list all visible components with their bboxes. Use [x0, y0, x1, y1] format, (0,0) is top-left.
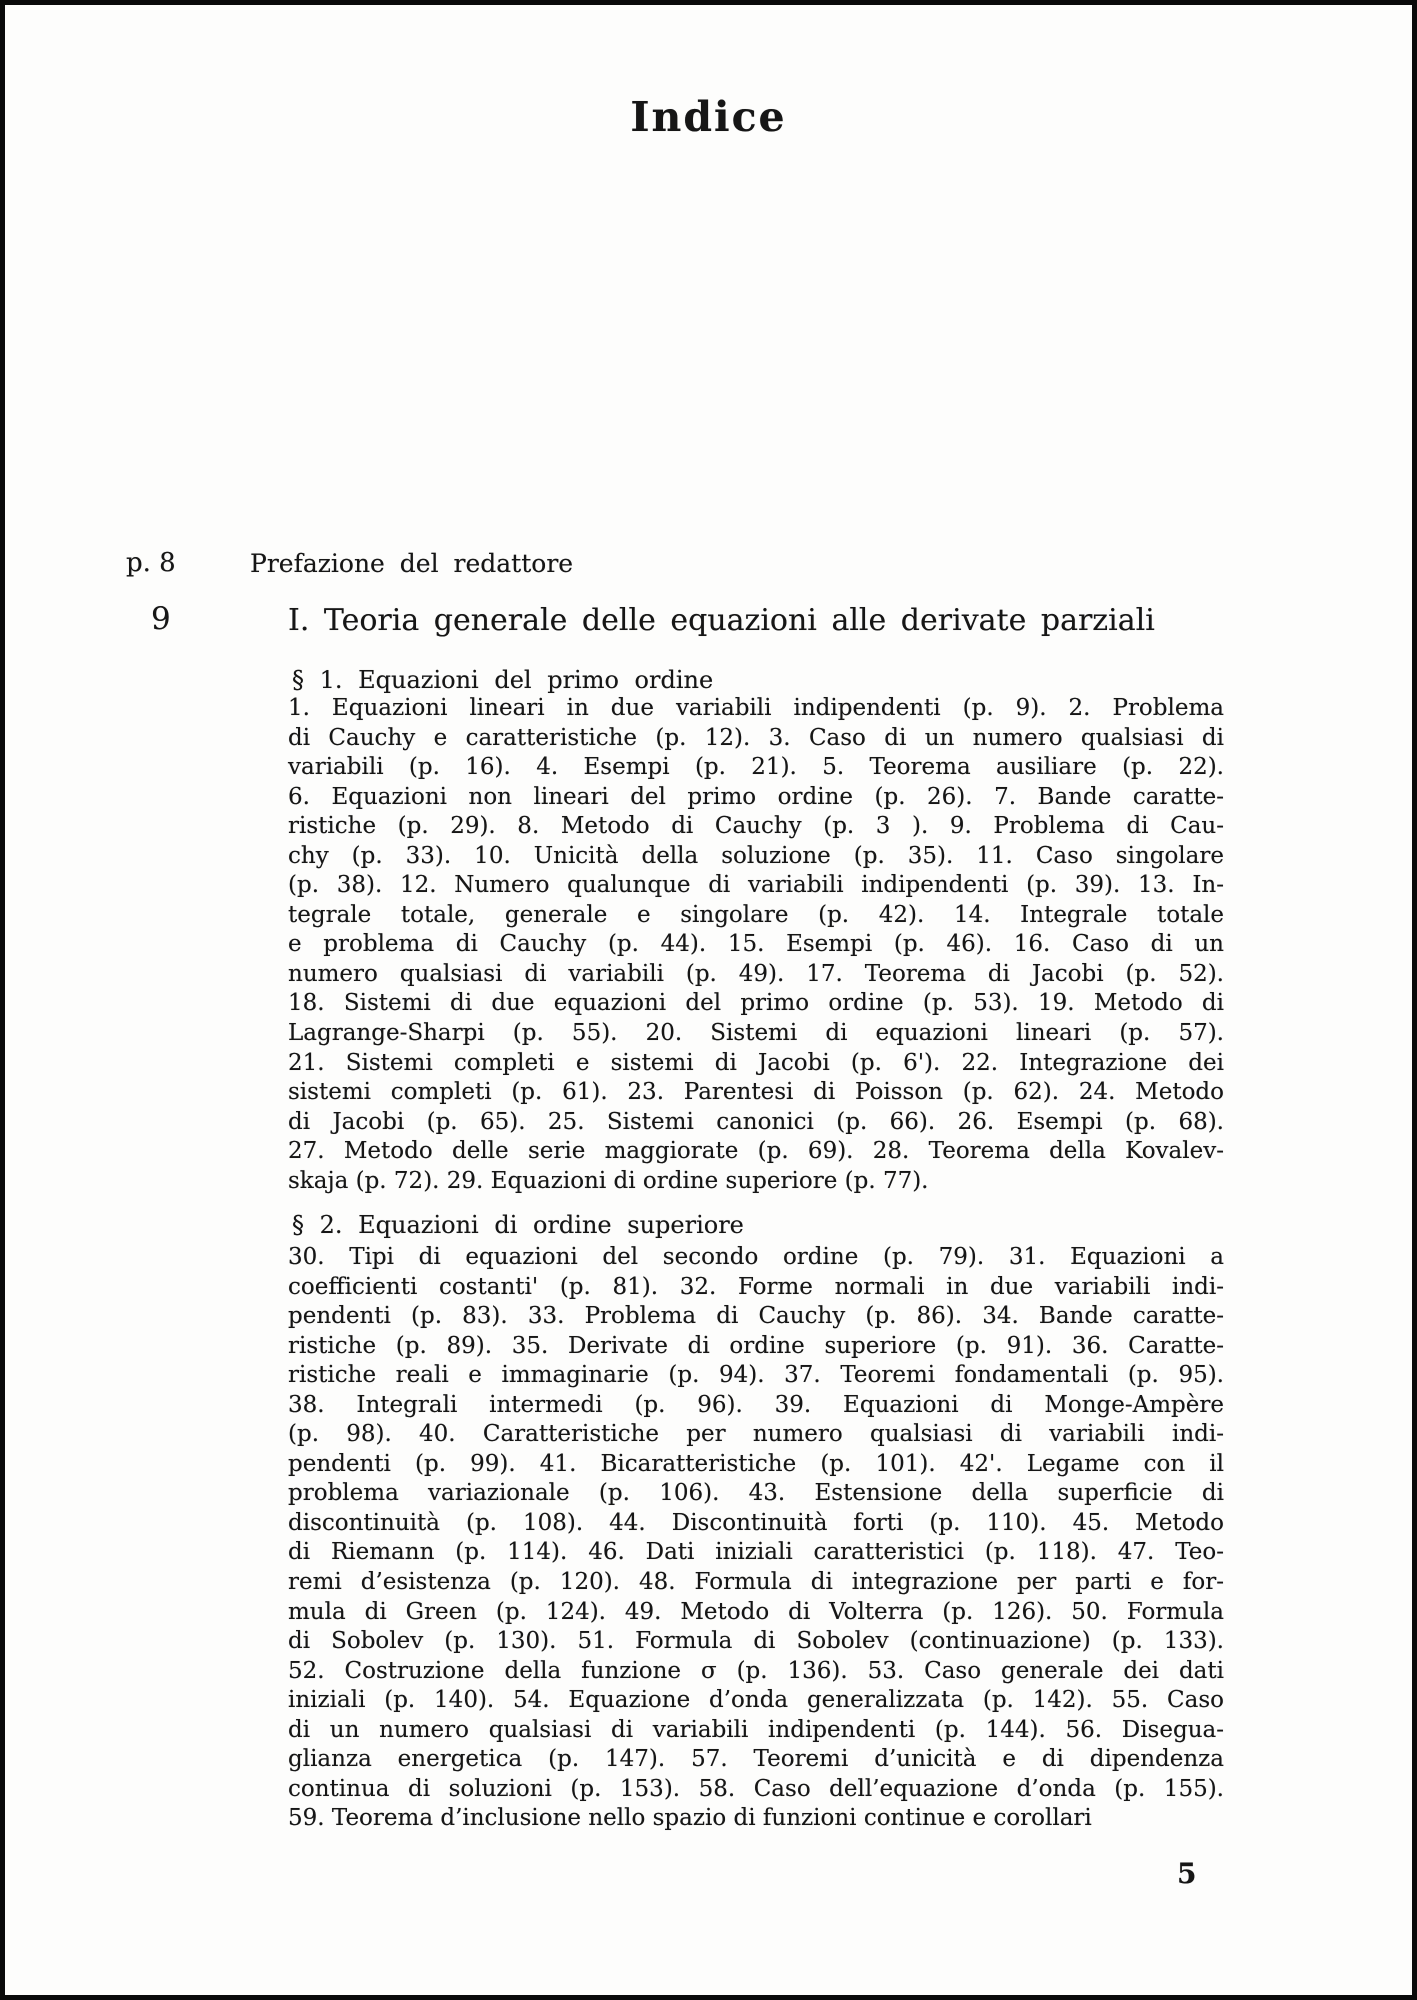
toc-line: glianza energetica (p. 147). 57. Teoremi d’unicità e di dipendenza [288, 1746, 1224, 1773]
toc-line: Lagrange-Sharpi (p. 55). 20. Sistemi di equazioni lineari (p. 57). [288, 1020, 1224, 1047]
toc-line: pendenti (p. 83). 33. Problema di Cauchy (p. 86). 34. Bande caratte- [288, 1303, 1224, 1330]
toc-line: iniziali (p. 140). 54. Equazione d’onda generalizzata (p. 142). 55. Caso [288, 1687, 1224, 1714]
toc-line: ristiche (p. 29). 8. Metodo di Cauchy (p. 3 ). 9. Problema di Cau- [288, 813, 1224, 840]
toc-line: 21. Sistemi completi e sistemi di Jacobi (p. 6'). 22. Integrazione dei [288, 1049, 1224, 1076]
toc-line: continua di soluzioni (p. 153). 58. Caso dell’equazione d’onda (p. 155). [288, 1775, 1224, 1802]
toc-line: tegrale totale, generale e singolare (p. 42). 14. Integrale totale [288, 901, 1224, 928]
toc-line: chy (p. 33). 10. Unicità della soluzione (p. 35). 11. Caso singolare [288, 842, 1224, 869]
toc-line: 52. Costruzione della funzione σ (p. 136). 53. Caso generale dei dati [288, 1657, 1224, 1684]
page-title: Indice [630, 93, 787, 141]
toc-line: sistemi completi (p. 61). 23. Parentesi di Poisson (p. 62). 24. Metodo [288, 1079, 1224, 1106]
toc-line: di Jacobi (p. 65). 25. Sistemi canonici (p. 66). 26. Esempi (p. 68). [288, 1108, 1224, 1135]
toc-line: skaja (p. 72). 29. Equazioni di ordine superiore (p. 77). [288, 1167, 929, 1194]
section-2-body [288, 1243, 1224, 1834]
toc-line: (p. 98). 40. Caratteristiche per numero qualsiasi di variabili indi- [288, 1421, 1224, 1448]
toc-line: pendenti (p. 99). 41. Bicaratteristiche (p. 101). 42'. Legame con il [288, 1450, 1224, 1477]
toc-line: di Riemann (p. 114). 46. Dati iniziali caratteristici (p. 118). 47. Teo- [288, 1539, 1224, 1566]
toc-line: 30. Tipi di equazioni del secondo ordine (p. 79). 31. Equazioni a [288, 1244, 1224, 1270]
chapter-title: I. Teoria generale delle equazioni alle derivate parziali [288, 603, 1155, 638]
toc-line: 1. Equazioni lineari in due variabili indipendenti (p. 9). 2. Problema [288, 695, 1224, 721]
toc-line: ristiche (p. 89). 35. Derivate di ordine superiore (p. 91). 36. Caratte- [288, 1332, 1224, 1359]
toc-line: di Cauchy e caratteristiche (p. 12). 3. Caso di un numero qualsiasi di [288, 724, 1224, 751]
toc-line: variabili (p. 16). 4. Esempi (p. 21). 5. Teorema ausiliare (p. 22). [288, 754, 1224, 781]
section-2-heading: § 2. Equazioni di ordine superiore [292, 1211, 744, 1239]
toc-line: di un numero qualsiasi di variabili indipendenti (p. 144). 56. Disegua- [288, 1716, 1224, 1743]
toc-line: discontinuità (p. 108). 44. Discontinuità forti (p. 110). 45. Metodo [288, 1509, 1224, 1536]
toc-line: 59. Teorema d’inclusione nello spazio di funzioni continue e corollari [288, 1805, 1092, 1832]
front-matter-entry-title: Prefazione del redattore [250, 549, 574, 578]
toc-line: problema variazionale (p. 106). 43. Estensione della superficie di [288, 1480, 1224, 1507]
chapter-page-label: 9 [151, 601, 171, 637]
toc-line: remi d’esistenza (p. 120). 48. Formula di integrazione per parti e for- [288, 1569, 1224, 1596]
folio-number: 5 [1177, 1857, 1197, 1890]
toc-line: di Sobolev (p. 130). 51. Formula di Sobolev (continuazione) (p. 133). [288, 1628, 1224, 1655]
section-1-heading: § 1. Equazioni del primo ordine [292, 666, 714, 694]
front-matter-page-label: p. 8 [126, 548, 176, 578]
toc-line: mula di Green (p. 124). 49. Metodo di Volterra (p. 126). 50. Formula [288, 1598, 1224, 1625]
toc-line: 27. Metodo delle serie maggiorate (p. 69). 28. Teorema della Kovalev- [288, 1138, 1224, 1165]
toc-line: e problema di Cauchy (p. 44). 15. Esempi (p. 46). 16. Caso di un [288, 931, 1224, 958]
toc-line: (p. 38). 12. Numero qualunque di variabili indipendenti (p. 39). 13. In- [288, 872, 1224, 899]
section-1-body [288, 694, 1224, 1196]
toc-line: ristiche reali e immaginarie (p. 94). 37. Teoremi fondamentali (p. 95). [288, 1362, 1224, 1389]
toc-line: coefficienti costanti' (p. 81). 32. Forme normali in due variabili indi- [288, 1273, 1224, 1300]
toc-line: numero qualsiasi di variabili (p. 49). 17. Teorema di Jacobi (p. 52). [288, 960, 1224, 987]
toc-line: 38. Integrali intermedi (p. 96). 39. Equazioni di Monge-Ampère [288, 1391, 1224, 1418]
toc-line: 6. Equazioni non lineari del primo ordine (p. 26). 7. Bande caratte- [288, 783, 1224, 810]
toc-line: 18. Sistemi di due equazioni del primo ordine (p. 53). 19. Metodo di [288, 990, 1224, 1017]
